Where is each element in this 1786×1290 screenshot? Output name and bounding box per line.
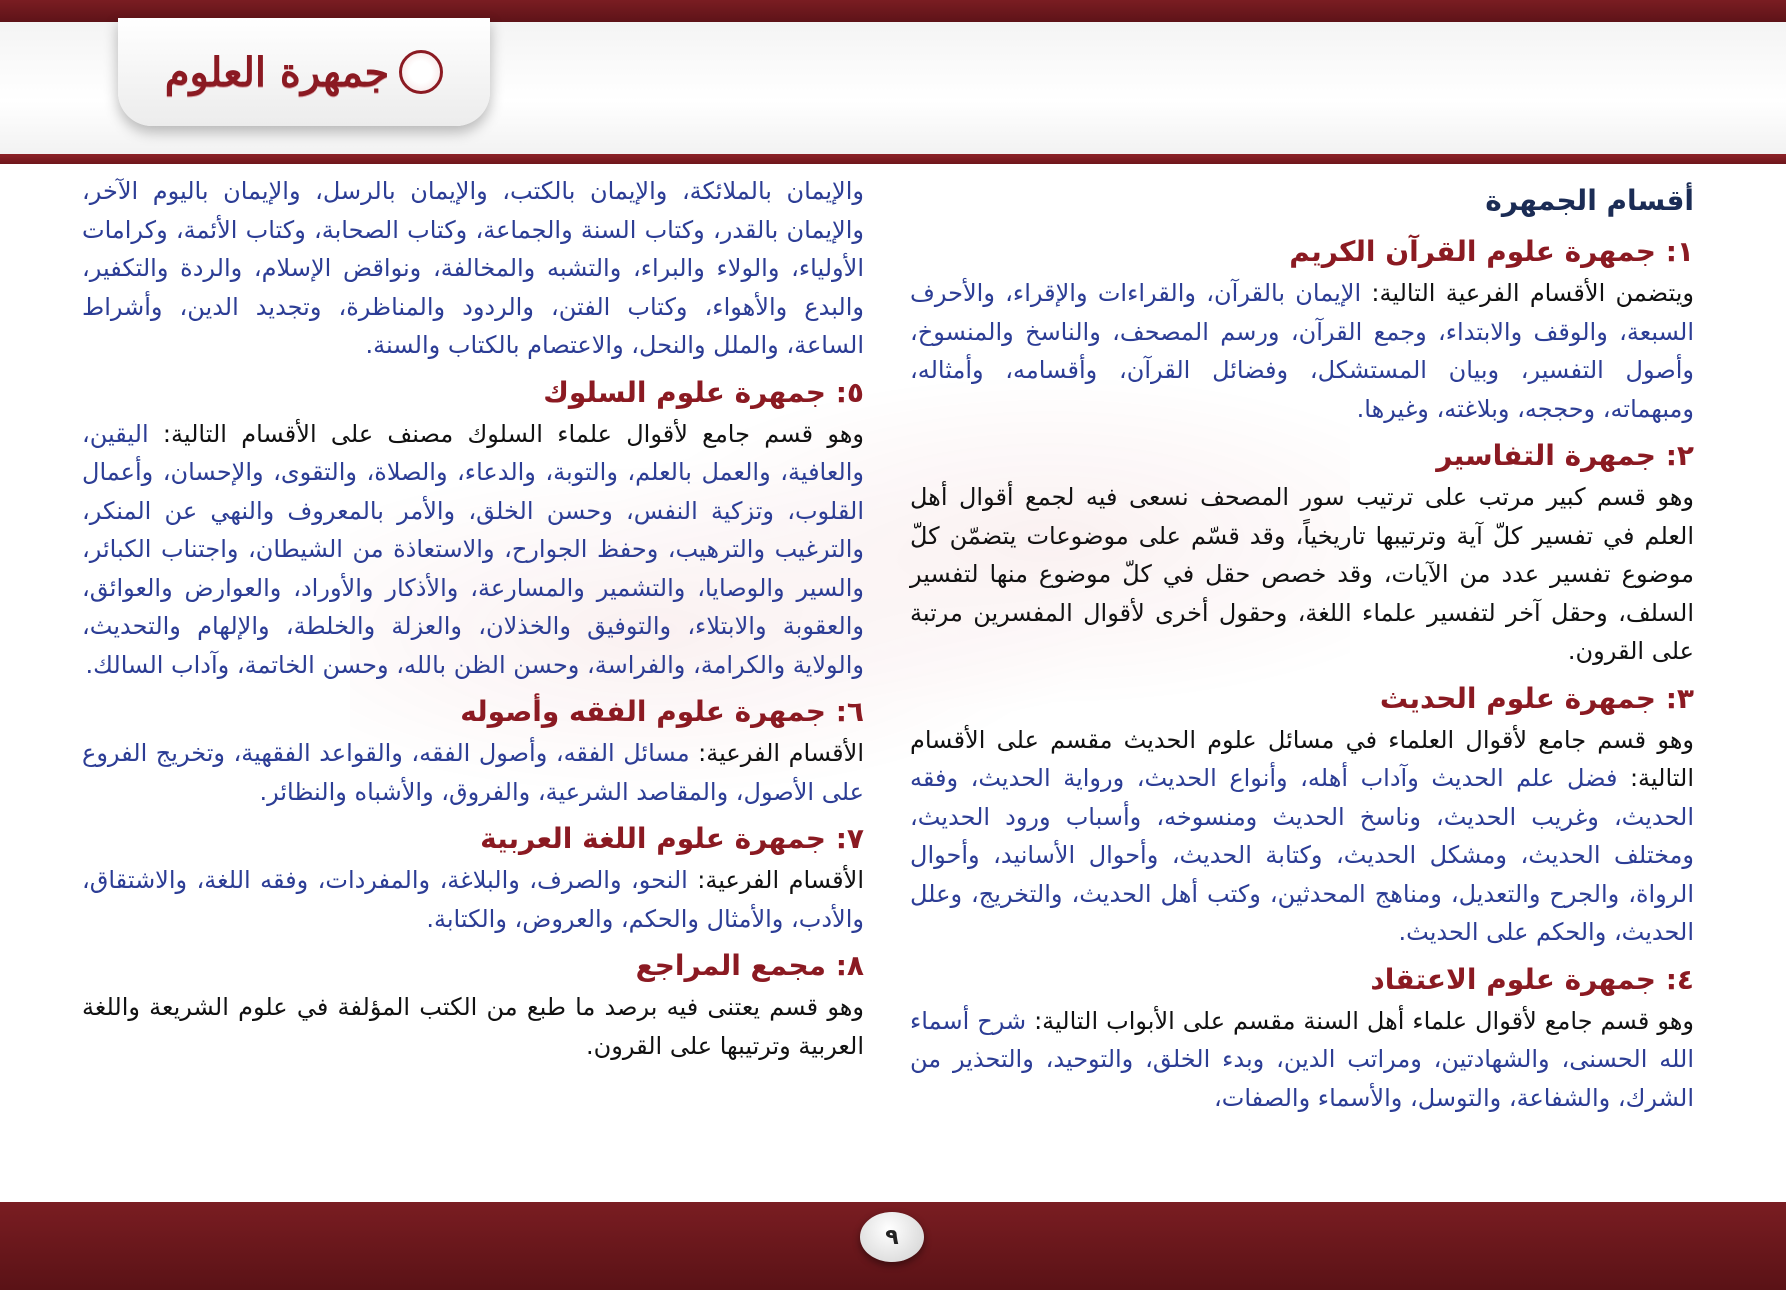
header-rule bbox=[0, 154, 1786, 164]
logo-text: جمهرة العلوم bbox=[164, 48, 390, 96]
section-intro: الأقسام الفرعية: bbox=[687, 866, 864, 894]
page-title: أقسام الجمهرة bbox=[1485, 184, 1694, 217]
section-body bbox=[82, 734, 864, 811]
section-list: اليقين، والعافية، والعمل بالعلم، والتوبة، والدعاء، والصلاة، والتقوى، والإحسان، وأعمال القلوب، وتزكية النفس، وحسن الخلق، والأمر بالمعروف والنهي عن المنكر، والترغيب والترهيب، وحفظ الجوارح، والاستعاذة من الشيطان، واجتناب الكبائر، والسير والوصايا، والتشمير والمسارعة، والأذكار والأوراد، والعوارض والعوائق، والعقوبة والابتلاء، والتوفيق والخذلان، والعزلة والخلطة، والإلهام والتحديث، والولاية والكرامة، والفراسة، وحسن الظن بالله، وحسن الخاتمة، وآداب السالك. bbox=[82, 419, 864, 679]
section-list: فضل علم الحديث وآداب أهله، وأنواع الحديث، ورواية الحديث، وفقه الحديث، وغريب الحديث، وناسخ الحديث ومنسوخه، وأسباب ورود الحديث، ومختلف الحديث، ومشكل الحديث، وكتابة الحديث، وأحوال الأسانيد، وأحوال الرواة، والجرح والتعديل، ومناهج المحدثين، وكتب أهل الحديث، والتخريج، وعلل الحديث، والحكم على الحديث. bbox=[910, 764, 1694, 946]
left-column bbox=[82, 172, 864, 1073]
section-intro: وهو قسم يعتنى فيه برصد ما طبع من الكتب المؤلفة في علوم الشريعة واللغة العربية وترتيبها على القرون. bbox=[82, 993, 864, 1060]
section-title: ٤: جمهرة علوم الاعتقاد bbox=[1370, 962, 1694, 996]
section-list: مسائل الفقه، وأصول الفقه، والقواعد الفقهية، وتخريج الفروع على الأصول، والمقاصد الشرعية، والفروق، والأشباه والنظائر. bbox=[82, 739, 864, 806]
section-body bbox=[82, 988, 864, 1065]
section-list: النحو، والصرف، والبلاغة، والمفردات، وفقه اللغة، والاشتقاق، والأدب، والأمثال والحكم، والعروض، والكتابة. bbox=[82, 866, 864, 933]
section-body bbox=[910, 721, 1694, 952]
section-title: ١: جمهرة علوم القرآن الكريم bbox=[1289, 235, 1694, 268]
section-body bbox=[910, 274, 1694, 428]
section-intro: وهو قسم جامع لأقوال العلماء في مسائل علوم الحديث مقسم على الأقسام التالية: bbox=[910, 725, 1694, 792]
logo bbox=[118, 18, 490, 126]
section-intro: وهو قسم كبير مرتب على ترتيب سور المصحف نسعى فيه لجمع أقوال أهل العلم في تفسير كلّ آية وترتيبها تاريخياً، وقد قسّم على موضوعات يتضمّن كلّ موضوع تفسير عدد من الآيات، وقد خصص حقل في كلّ موضوع منها لتفسير السلف، وحقل آخر لتفسير علماء اللغة، وحقول أخرى لأقوال المفسرين مرتبة على القرون. bbox=[910, 483, 1694, 665]
section-title: ٦: جمهرة علوم الفقه وأصوله bbox=[460, 695, 864, 728]
section-title: ٣: جمهرة علوم الحديث bbox=[1379, 681, 1694, 715]
section-title: ٨: مجمع المراجع bbox=[635, 949, 864, 982]
section-intro: ويتضمن الأقسام الفرعية التالية: bbox=[1361, 279, 1694, 307]
section-title: ٥: جمهرة علوم السلوك bbox=[543, 375, 864, 409]
section-title: ٧: جمهرة علوم اللغة العربية bbox=[480, 822, 864, 855]
section-body bbox=[910, 1002, 1694, 1118]
logo-seal-icon bbox=[399, 50, 443, 94]
section-intro: الأقسام الفرعية: bbox=[689, 739, 864, 767]
section-title: ٢: جمهرة التفاسير bbox=[1436, 439, 1694, 472]
section-list: شرح أسماء الله الحسنى، والشهادتين، ومراتب الدين، وبدء الخلق، والتوحيد، والتحذير من الشرك، والشفاعة، والتوسل، والأسماء والصفات، bbox=[910, 1006, 1694, 1112]
section-intro: وهو قسم جامع لأقوال علماء أهل السنة مقسم على الأبواب التالية: bbox=[1026, 1006, 1695, 1035]
section-body bbox=[82, 861, 864, 938]
section-list: الإيمان بالقرآن، والقراءات والإقراء، والأحرف السبعة، والوقف والابتداء، وجمع القرآن، ورسم المصحف، والناسخ والمنسوخ، وأصول التفسير، وبيان المستشكل، وفضائل القرآن، وأقسامه، وأمثاله، ومبهماته، وحججه، وبلاغته، وغيرها. bbox=[910, 279, 1694, 423]
continuation-list: والإيمان بالملائكة، والإيمان بالكتب، والإيمان بالرسل، والإيمان باليوم الآخر، والإيمان بالقدر، وكتاب السنة والجماعة، وكتاب الصحابة، وكتاب الأئمة، وكرامات الأولياء، والولاء والبراء، والتشبه والمخالفة، ونواقض الإسلام، والردة والتكفير، والبدع والأهواء، وكتاب الفتن، والردود والمناظرة، وتجديد الدين، وأشراط الساعة، والملل والنحل، والاعتصام بالكتاب والسنة. bbox=[82, 177, 864, 359]
section-intro: وهو قسم جامع لأقوال علماء السلوك مصنف على الأقسام التالية: bbox=[148, 419, 864, 448]
right-column bbox=[910, 172, 1694, 1125]
section-body bbox=[910, 478, 1694, 671]
page-number: ٩ bbox=[860, 1212, 924, 1262]
section-body bbox=[82, 415, 864, 685]
